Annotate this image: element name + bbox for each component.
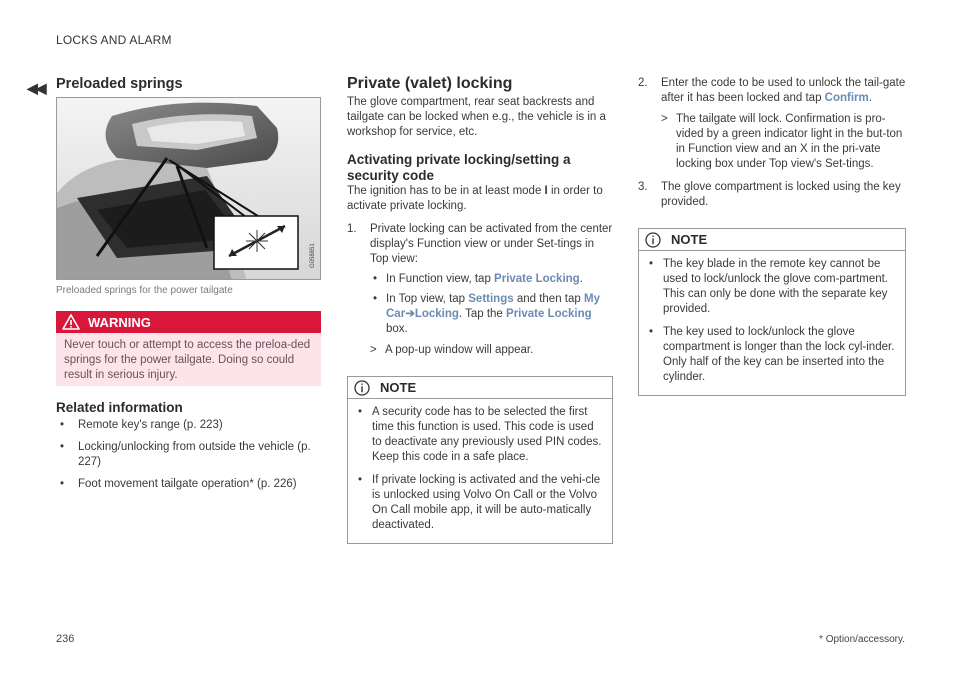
private-locking-box-ref: Private Locking <box>506 308 592 320</box>
left-column <box>56 76 321 490</box>
note-list-middle <box>348 399 612 543</box>
activation-steps-continued <box>638 76 906 210</box>
middle-column <box>347 76 613 544</box>
step-3 <box>638 180 906 210</box>
top-view-option <box>370 292 613 337</box>
step-2-result-text: The tailgate will lock. Confirmation is pro-vided by a green indicator light in the but-ton in Function view and an X in the pri-vate locking box under Top view's Set-tings. <box>676 113 903 170</box>
ignition-mode: I <box>544 185 548 197</box>
warning-triangle-icon <box>62 314 80 330</box>
warning-box <box>56 311 321 386</box>
option-text-mid2: . Tap the <box>458 308 507 320</box>
ignition-text-post: in order to activate private locking. <box>347 185 603 212</box>
private-locking-button-ref: Private Locking <box>494 273 580 285</box>
note-item: • A security code has to be selected the first time this function is used. This code is used to deactivate any previously used PIN codes. Keep this code in a safe place. <box>348 405 604 465</box>
right-column <box>638 76 906 396</box>
result-marker: > <box>370 344 377 356</box>
private-locking-heading: Private (valet) locking <box>347 75 513 92</box>
warning-text: Never touch or attempt to access the preloa-ded springs for the power tailgate. Doing so could result in serious injury. <box>64 339 311 381</box>
option-text-post: . <box>579 273 583 285</box>
ignition-requirement <box>347 184 613 214</box>
step-2-text-post: . <box>868 92 872 104</box>
result-marker: > <box>661 113 668 125</box>
locking-ref: Locking <box>414 308 459 320</box>
preloaded-springs-heading: Preloaded springs <box>56 76 183 92</box>
related-information-list <box>56 418 321 499</box>
option-text-pre: In Function view, tap <box>386 273 495 285</box>
related-information-heading: Related information <box>56 400 183 415</box>
option-text-pre: In Top view, tap <box>386 293 469 305</box>
warning-header <box>56 311 321 333</box>
option-text-post: box. <box>386 323 408 335</box>
note-item: • If private locking is activated and the vehi-cle is unlocked using Volvo On Call or the Volvo On Call mobile app, it will be auto-matically deactivated. <box>348 473 604 533</box>
figure-code: G058851 <box>310 243 316 268</box>
step-number: 3. <box>638 181 648 193</box>
related-link-locking-outside[interactable]: • Locking/unlocking from outside the vehicle (p. 227) <box>56 440 321 470</box>
arrow-right-icon: ➔ <box>405 308 415 320</box>
step-2 <box>638 76 906 172</box>
step-2-text-pre: Enter the code to be used to unlock the tail-gate after it has been locked and tap <box>661 77 906 104</box>
section-title: LOCKS AND ALARM <box>56 33 172 47</box>
option-footnote: * Option/accessory. <box>819 634 905 645</box>
step-number: 1. <box>347 223 357 235</box>
tailgate-springs-illustration <box>56 97 321 280</box>
confirm-ref: Confirm <box>824 92 869 104</box>
private-locking-intro: The glove compartment, rear seat backrests and tailgate can be locked when e.g., the vehicle is in a workshop for service, etc. <box>347 96 606 138</box>
note-item: • The key used to lock/unlock the glove compartment is longer than the lock cyl-inder. Only half of the key can be inserted into the cylinder. <box>639 325 897 385</box>
note-box-middle <box>347 376 613 544</box>
tailgate-illustration-svg <box>57 98 321 280</box>
note-box-right <box>638 228 906 396</box>
related-link-remote-range[interactable]: • Remote key's range (p. 223) <box>56 418 321 433</box>
step-3-text: The glove compartment is locked using the key provided. <box>661 181 901 208</box>
my-car-ref: My Car <box>386 293 600 320</box>
step-1-options <box>370 272 613 337</box>
step-1-result <box>370 343 613 358</box>
step-1-result-text: A pop-up window will appear. <box>385 344 534 356</box>
note-header <box>348 377 612 399</box>
ignition-text-pre: The ignition has to be in at least mode <box>347 185 545 197</box>
page-number: 236 <box>56 633 75 645</box>
related-link-foot-movement[interactable]: • Foot movement tailgate operation* (p. 226) <box>56 477 321 492</box>
note-item: • The key blade in the remote key cannot be used to lock/unlock the glove com-partment. This can only be done with the separate key provided. <box>639 257 897 317</box>
step-1-text: Private locking can be activated from the center display's Function view or under Set-tings in Top view: <box>370 223 613 265</box>
info-icon <box>354 380 370 396</box>
step-number: 2. <box>638 77 648 89</box>
function-view-option <box>370 272 613 287</box>
info-icon <box>645 232 661 248</box>
activation-steps <box>347 222 613 358</box>
note-label: NOTE <box>380 380 417 395</box>
note-label: NOTE <box>671 232 708 247</box>
note-list-right <box>639 251 905 395</box>
settings-ref: Settings <box>468 293 514 305</box>
activating-subheading: Activating private locking/setting a security code <box>347 152 571 183</box>
back-marker-icon: ◀◀ <box>27 80 45 96</box>
warning-label: WARNING <box>88 314 151 330</box>
option-text-mid: and then tap <box>513 293 584 305</box>
figure-caption: Preloaded springs for the power tailgate <box>56 285 233 296</box>
step-1 <box>347 222 613 358</box>
step-2-result <box>661 112 906 172</box>
note-header <box>639 229 905 251</box>
